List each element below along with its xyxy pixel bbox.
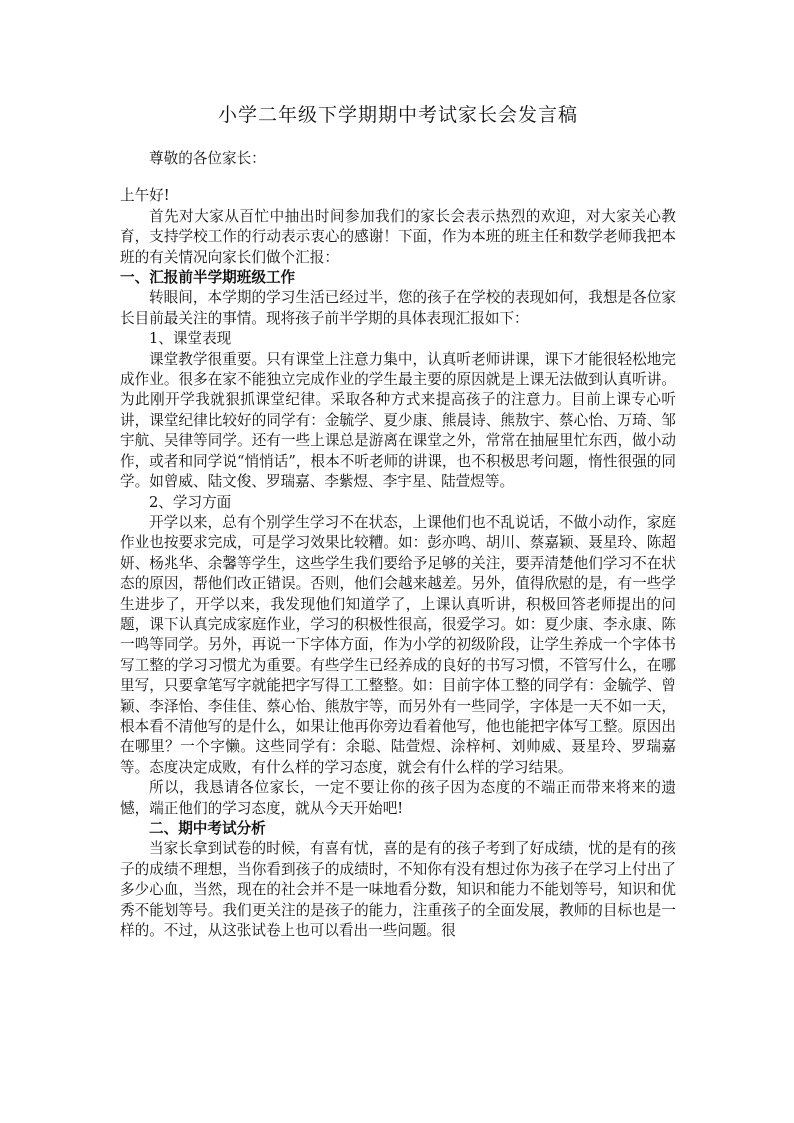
salutation: 尊敬的各位家长： [149,150,266,167]
sub2-body: 开学以来，总有个别学生学习不在状态，上课他们也不乱说话，不做小动作，家庭作业也按要求完成，可是学习效果比较糟。如：彭亦鸣、胡川、蔡嘉颖、聂星玲、陈超妍、杨兆华、余馨等学生，这些学生我们要给予足够的关注，要弄清楚他们学习不在状态的原因，帮他们改正错误。否则，他们会越来越差。另外，值得欣慰的是，有一些学生进步了，开学以来，我发现他们知道学了，上课认真听讲，积极回答老师提出的问题，课下认真完成家庭作业，学习的积极性很高，很爱学习。如：夏少康、李永康、陈一鸣等同学。另外，再说一下字体方面，作为小学的初级阶段，让学生养成一个字体书写工整的学习习惯尤为重要。有些学生已经养成的良好的书写习惯，不管写什么，在哪里写，只要拿笔写字就能把字写得工工整整。如：目前字体工整的同学有：金毓学、曾颖、李泽怡、李佳佳、蔡心怡、熊敖宇等，而另外有一些同学，字体是一天不如一天，根本看不清他写的是什么，如果让他再你旁边看着他写，他也能把字体写工整。原因出在哪里？一个字懒。这些同学有：余聪、陆萱煜、涂梓柯、刘帅威、聂星玲、罗瑞嘉等。态度决定成败，有什么样的学习态度，就会有什么样的学习结果。 [120,513,676,776]
document-title: 小学二年级下学期期中考试家长会发言稿 [217,104,578,126]
greeting: 上午好! [120,187,170,205]
document-page [120,100,676,941]
section2-heading: 二、期中考试分析 [149,820,266,837]
sub2-heading: 2、学习方面 [149,493,232,511]
section1-heading: 一、汇报前半学期班级工作 [120,269,296,287]
intro-paragraph: 首先对大家从百忙中抽出时间参加我们的家长会表示热烈的欢迎，对大家关心教育，支持学校工作的行动表示衷心的感谢！下面，作为本班的班主任和数学老师我把本班的有关情况向家长们做个汇报： [120,207,676,266]
sub1-body: 课堂教学很重要。只有课堂上注意力集中，认真听老师讲课，课下才能很轻松地完成作业。很多在家不能独立完成作业的学生最主要的原因就是上课无法做到认真听讲。为此刚开学我就狠抓课堂纪律。采取各种方式来提高孩子的注意力。目前上课专心听讲，课堂纪律比较好的同学有：金毓学、夏少康、熊晨诗、熊敖宇、蔡心怡、万琦、邹宇航、吴律等同学。还有一些上课总是游离在课堂之外，常常在抽屉里忙东西，做小动作，或者和同学说“悄悄话”，根本不听老师的讲课，也不积极思考问题，惰性很强的同学。如曾威、陆文俊、罗瑞嘉、李紫煜、李宇星、陆萱煜等。 [120,350,676,491]
sub2-closing: 所以，我恳请各位家长，一定不要让你的孩子因为态度的不端正而带来将来的遗憾，端正他们的学习态度，就从今天开始吧! [120,779,676,817]
section1-intro: 转眼间，本学期的学习生活已经过半，您的孩子在学校的表现如何，我想是各位家长目前最关注的事情。现将孩子前半学期的具体表现汇报如下： [120,289,676,327]
sub1-heading: 1、课堂表现 [149,330,232,348]
section2-body: 当家长拿到试卷的时候，有喜有忧，喜的是有的孩子考到了好成绩，忧的是有的孩子的成绩不理想，当你看到孩子的成绩时，不知你有没有想过你为孩子在学习上付出了多少心血，当然，现在的社会并不是一味地看分数，知识和能力不能划等号，知识和优秀不能划等号。我们更关注的是孩子的能力，注重孩子的全面发展，教师的目标也是一样的。不过，从这张试卷上也可以看出一些问题。很 [120,840,676,940]
